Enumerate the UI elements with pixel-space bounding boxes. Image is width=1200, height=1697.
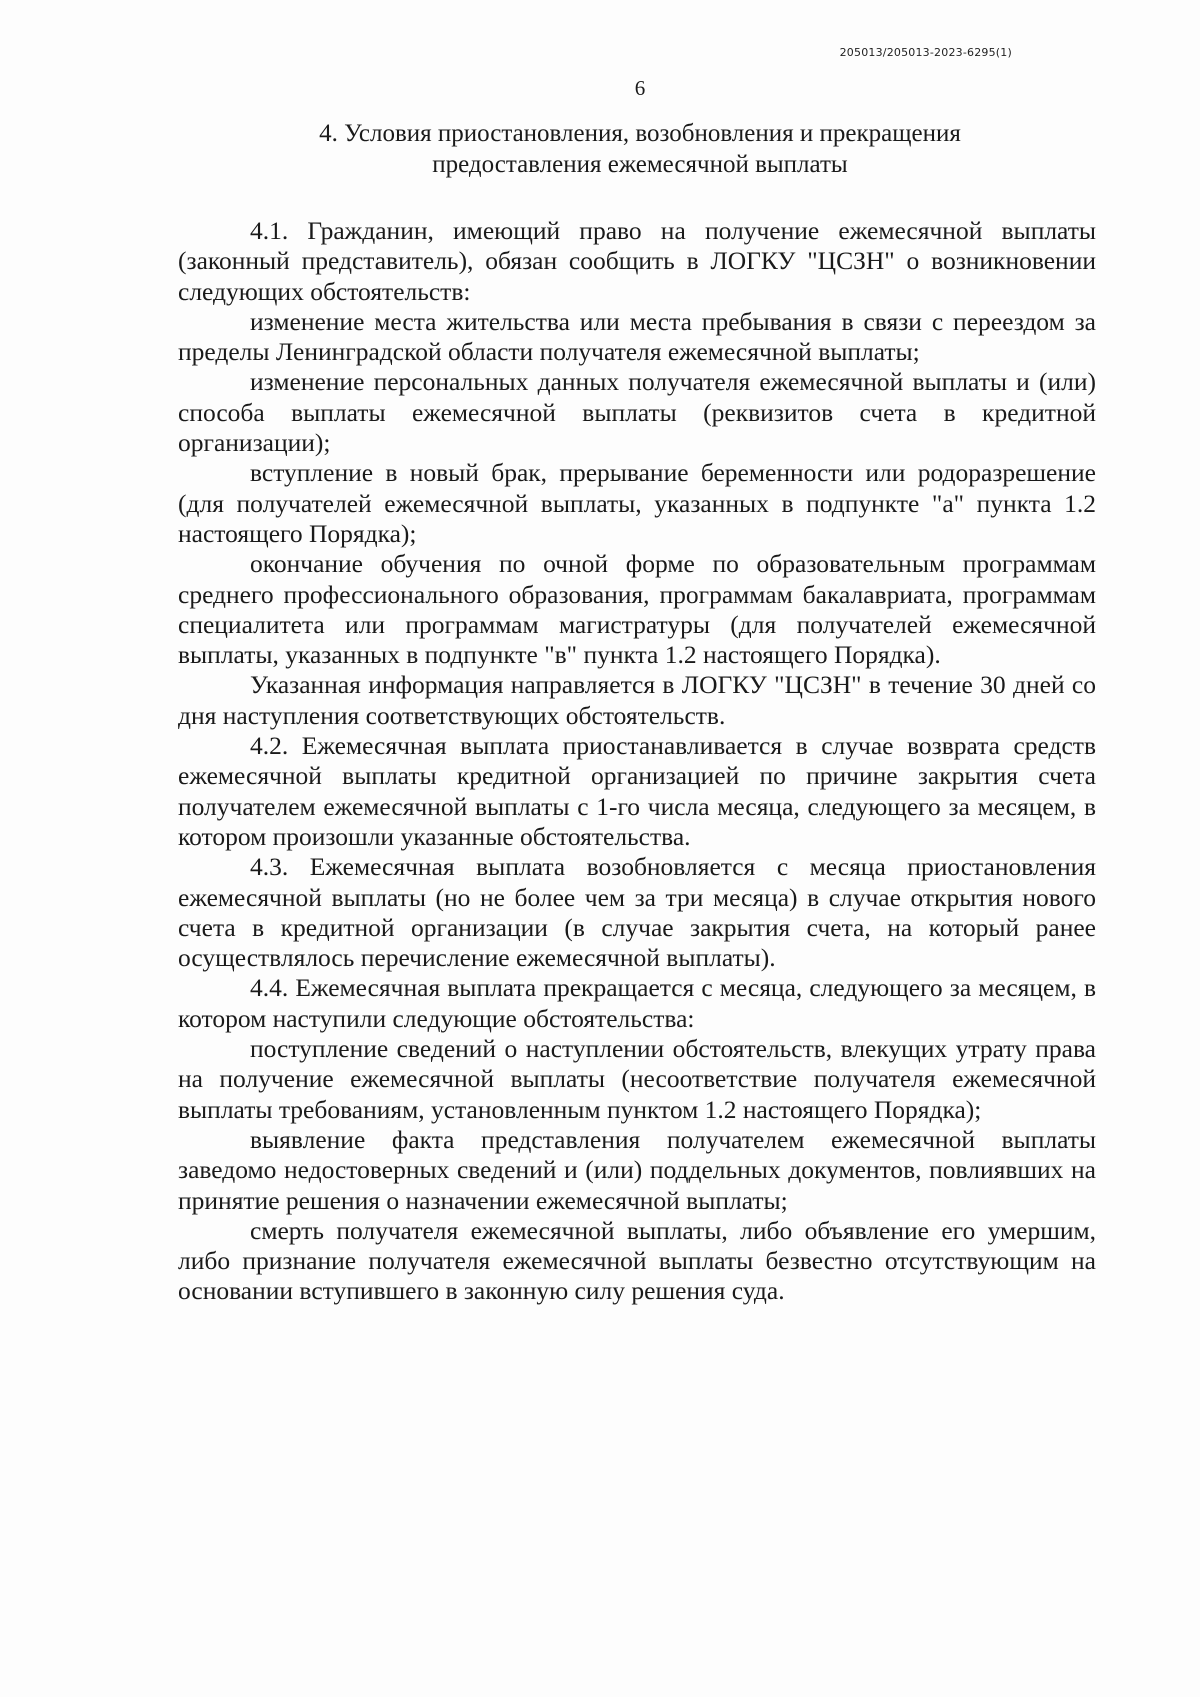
paragraph-item-education: окончание обучения по очной форме по образовательным программам среднего профессионального образования, программам бакалавриата, программам специалитета или программам магистратуры (для получателей ежемесячной выплаты, указанных в подпункте "в" пункта 1.2 настоящего Порядка). xyxy=(178,549,1096,670)
document-body xyxy=(178,216,1096,1307)
paragraph-item-residence: изменение места жительства или места пребывания в связи с переездом за пределы Ленинградской области получателя ежемесячной выплаты; xyxy=(178,306,1096,367)
paragraph-item-death: смерть получателя ежемесячной выплаты, либо объявление его умершим, либо признание получателя ежемесячной выплаты безвестно отсутствующим на основании вступившего в законную силу решения суда. xyxy=(178,1215,1096,1306)
paragraph-item-false-info: выявление факта представления получателем ежемесячной выплаты заведомо недостоверных сведений и (или) поддельных документов, повлиявших на принятие решения о назначении ежемесячной выплаты; xyxy=(178,1124,1096,1215)
paragraph-4-4: 4.4. Ежемесячная выплата прекращается с месяца, следующего за месяцем, в котором наступили следующие обстоятельства: xyxy=(178,973,1096,1033)
section-heading-line-1: 4. Условия приостановления, возобновления и прекращения xyxy=(319,120,961,147)
paragraph-4-1: 4.1. Гражданин, имеющий право на получение ежемесячной выплаты (законный представитель), обязан сообщить в ЛОГКУ "ЦСЗН" о возникновении следующих обстоятельств: xyxy=(178,216,1096,306)
page-number: 6 xyxy=(634,76,646,100)
document-id: 205013/205013-2023-6295(1) xyxy=(839,46,1012,59)
paragraph-4-3: 4.3. Ежемесячная выплата возобновляется с месяца приостановления ежемесячной выплаты (но не более чем за три месяца) в случае открытия нового счета в кредитной организации (в случае закрытия счета, на который ранее осуществлялось перечисление ежемесячной выплаты). xyxy=(178,852,1096,973)
section-heading-line-2: предоставления ежемесячной выплаты xyxy=(432,151,848,178)
paragraph-item-loss-of-right: поступление сведений о наступлении обстоятельств, влекущих утрату права на получение ежемесячной выплаты (несоответствие получателя ежемесячной выплаты требованиям, установленным пунктом 1.2 настоящего Порядка); xyxy=(178,1034,1096,1124)
paragraph-item-marriage: вступление в новый брак, прерывание беременности или родоразрешение (для получателей ежемесячной выплаты, указанных в подпункте "а" пункта 1.2 настоящего Порядка); xyxy=(178,458,1096,548)
paragraph-notice-deadline: Указанная информация направляется в ЛОГКУ "ЦСЗН" в течение 30 дней со дня наступления соответствующих обстоятельств. xyxy=(178,670,1096,730)
section-heading xyxy=(140,118,1140,180)
paragraph-4-2: 4.2. Ежемесячная выплата приостанавливается в случае возврата средств ежемесячной выплаты кредитной организацией по причине закрытия счета получателем ежемесячной выплаты с 1-го числа месяца, следующего за месяцем, в котором произошли указанные обстоятельства. xyxy=(178,731,1096,851)
paragraph-item-personal-data: изменение персональных данных получателя ежемесячной выплаты и (или) способа выплаты ежемесячной выплаты (реквизитов счета в кредитной организации); xyxy=(178,367,1096,458)
